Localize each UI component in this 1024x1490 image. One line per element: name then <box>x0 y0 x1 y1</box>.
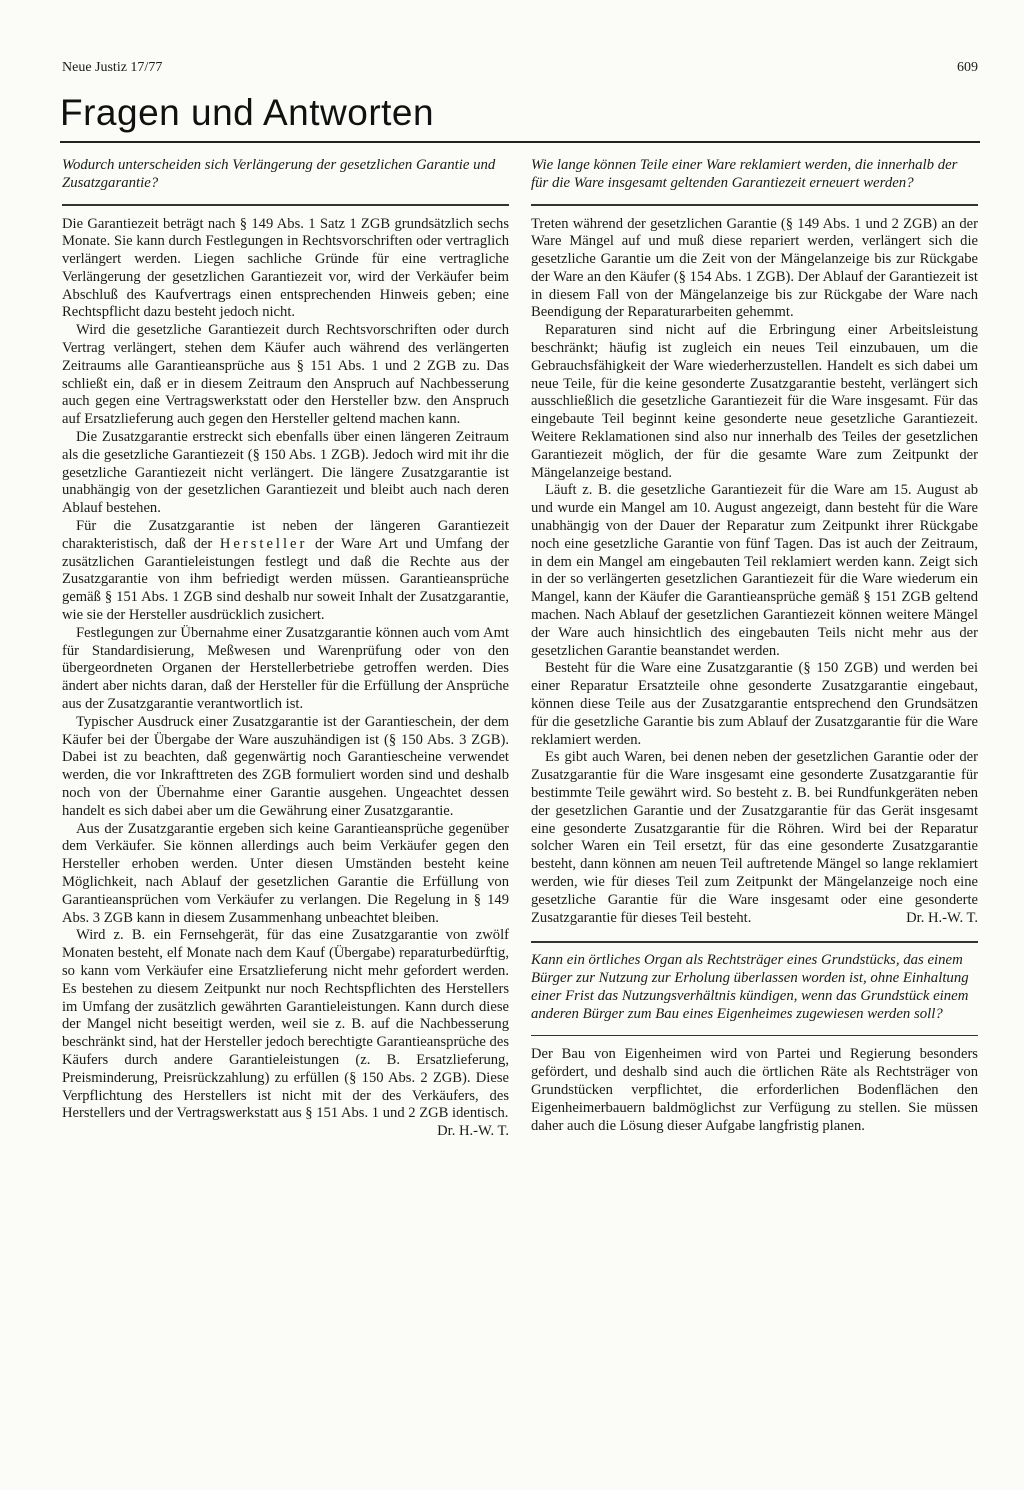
article1-paragraph-2: Wird die gesetzliche Garantiezeit durch Rechtsvorschriften oder durch Vertrag verlängert, stehen dem Käufer auch während des verlängerten Zeitraums alle Garantieansprüche aus § 151 Abs. 1 und 2 ZGB zu. Das schließt ein, daß er in diesem Zeitraum den Anspruch auf Nachbesserung auch gegen eine Vertragswerkstatt oder den Hersteller bzw. den Anspruch auf Ersatzlieferung auch gegen den Hersteller geltend machen kann. <box>62 322 509 428</box>
running-head <box>62 60 978 82</box>
article1-paragraph-6: Typischer Ausdruck einer Zusatzgarantie ist der Garantieschein, der dem Käufer bei der Übergabe der Ware auszuhändigen ist (§ 150 Abs. 3 ZGB). Dabei ist zu beachten, daß gegenwärtig noch Garantiescheine verwendet werden, die vor Inkrafttreten des ZGB formuliert worden sind und deshalb noch von der Übernahme einer Garantie ausgehen. Ungeachtet dessen handelt es sich dabei aber um die Gewährung einer Zusatzgarantie. <box>62 713 509 819</box>
article1-question-rule <box>62 204 509 206</box>
article3-question: Kann ein örtliches Organ als Rechtsträger eines Grundstücks, das einem Bürger zur Nutzung zur Erholung überlassen worden ist, ohne Einhaltung einer Frist das Nutzungsverhältnis kündigen, wenn das Grundstück einem anderen Bürger zum Bau eines Eigenheimes zugewiesen werden soll? <box>531 951 969 1022</box>
article1-question: Wodurch unterscheiden sich Verlängerung der gesetzlichen Garantie und Zusatzgarantie? <box>62 157 496 191</box>
article3-top-rule <box>531 941 978 943</box>
left-column <box>62 156 509 1141</box>
article2-paragraph-4: Besteht für die Ware eine Zusatzgarantie (§ 150 ZGB) und werden bei einer Reparatur Ersatzteile ohne gesonderte Zusatzgarantie eingebaut, können diese Teile aus der Zusatzgarantie entsprechend den Grundsätzen für die gesetzliche Garantie bis zum Ablauf der Zusatzgarantie für die Ware reklamiert werden. <box>531 660 978 748</box>
article1-emphasis-hersteller: Hersteller <box>219 535 308 552</box>
article2-question: Wie lange können Teile einer Ware reklamiert werden, die innerhalb der für die Ware insgesamt geltenden Garantiezeit erneuert werden? <box>531 157 958 191</box>
article1-paragraph-4-end: der Ware Art und Umfang der zusätzlichen Garantieleistungen festlegt und daß die Rechte aus der Zusatzgarantie von ihm befriedigt werden müssen. Garantieansprüche gemäß § 151 Abs. 1 ZGB sind deshalb nur soweit Inhalt der Zusatzgarantie, wie sie der Hersteller ausdrücklich zusichert. <box>62 535 509 624</box>
article2-paragraph-3: Läuft z. B. die gesetzliche Garantiezeit für die Ware am 15. August ab und wurde ein Mangel am 10. August angezeigt, dann besteht für die Ware unabhängig von der Dauer der Reparatur zum Zeitpunkt ihrer Rückgabe noch eine gesetzliche Garantie von fünf Tagen. Das ist auch der Zeitraum, in dem ein Mangel am eingebauten Teil reklamiert werden kann. Zeigt sich in der so verlängerten gesetzlichen Garantiezeit für die Ware wiederum ein Mangel, kann der Käufer die Garantieansprüche gemäß § 151 ZGB geltend machen. Nach Ablauf der gesetzlichen Garantiezeit können weitere Mängel der Ware auch hinsichtlich des eingebauten Teils nicht mehr aus der gesetzlichen Garantie beanstandet werden. <box>531 482 978 659</box>
article3-paragraph-1: Der Bau von Eigenheimen wird von Partei und Regierung besonders gefördert, und deshalb sind auch die örtlichen Räte als Rechtsträger von Grundstücken verpflichtet, die erforderlichen Bodenflächen den Eigenheimerbauern baldmöglichst zur Verfügung zu stellen. Sie müssen daher auch die Lösung dieser Aufgabe langfristig planen. <box>531 1046 978 1134</box>
page-number: 609 <box>957 60 978 75</box>
article2-paragraph-5 <box>531 749 978 927</box>
article2-question-rule <box>531 204 978 206</box>
right-column <box>531 156 978 1135</box>
article2-signature: Dr. H.-W. T. <box>906 909 978 926</box>
article1-signature: Dr. H.-W. T. <box>437 1123 509 1140</box>
article1-paragraph-5: Festlegungen zur Übernahme einer Zusatzgarantie können auch vom Amt für Standardisierung, Meßwesen und Warenprüfung oder von den übergeordneten Organen der Herstellerbetriebe getroffen werden. Dies ändert aber nichts daran, daß der Hersteller für die Erfüllung der Ansprüche aus der Zusatzgarantie verantwortlich ist. <box>62 624 509 713</box>
title-rule <box>60 141 980 143</box>
article1-paragraph-7: Aus der Zusatzgarantie ergeben sich keine Garantieansprüche gegenüber dem Verkäufer. Sie können allerdings auch beim Verkäufer gegen den Hersteller erhoben werden. Unter diesen Umständen besteht keine Möglichkeit, nach Ablauf der gesetzlichen Garantie die Erfüllung von Garantieansprüchen vom Verkäufer zu verlangen. Die Regelung in § 149 Abs. 3 ZGB kann in diesem Zusammenhang unbeachtet bleiben. <box>62 820 509 926</box>
section-title: Fragen und Antworten <box>60 92 435 133</box>
article2-paragraph-2: Reparaturen sind nicht auf die Erbringung einer Arbeitsleistung beschränkt; häufig ist zugleich ein neues Teil einzubauen, um die Gebrauchsfähigkeit der Ware wiederherzustellen. Handelt es sich dabei um neue Teile, für die keine gesonderte Zusatzgarantie besteht, verlängert sich ausschließlich die gesetzliche Garantiezeit für die Ware insgesamt. Für das eingebaute Teil beginnt keine gesonderte neue gesetzliche Garantiezeit. Weitere Reklamationen sind also nur innerhalb des Teiles der gesetzlichen Garantiezeit möglich, der für die gesamte Ware zum Zeitpunkt der Mängelanzeige bestand. <box>531 322 978 481</box>
article1-paragraph-3: Die Zusatzgarantie erstreckt sich ebenfalls über einen längeren Zeitraum als die gesetzliche Garantiezeit (§ 150 Abs. 1 ZGB). Jedoch wird mit ihr die gesetzliche Garantiezeit nicht verlängert. Die längere Zusatzgarantie ist unabhängig von der gesetzlichen Garantiezeit und bleibt auch nach deren Ablauf bestehen. <box>62 429 509 517</box>
article3-question-rule <box>531 1035 978 1037</box>
article1-paragraph-8 <box>62 927 509 1140</box>
article2-paragraph-5-text: Es gibt auch Waren, bei denen neben der gesetzlichen Garantie oder der Zusatzgarantie für die Ware insgesamt eine gesonderte Zusatzgarantie für bestimmte Teile gewährt wird. So besteht z. B. bei Rundfunkgeräten neben der gesetzlichen Garantie und der Zusatzgarantie für das Gerät insgesamt eine gesonderte Zusatzgarantie für die Röhren. Wird bei der Reparatur solcher Waren ein Teil ersetzt, für das eine gesonderte Zusatzgarantie besteht, dann können am neuen Teil auftretende Mängel so lange reklamiert werden, wie für dieses Teil zum Zeitpunkt der Mängelanzeige noch eine gesetzliche Garantie für die Ware insgesamt oder eine gesonderte Zusatzgarantie für dieses Teil besteht. <box>531 749 978 926</box>
article1-paragraph-1: Die Garantiezeit beträgt nach § 149 Abs. 1 Satz 1 ZGB grundsätzlich sechs Monate. Sie kann durch Festlegungen in Rechtsvorschriften oder vertraglich verlängert werden. Liegen sachliche Gründe für eine vertragliche Verlängerung der gesetzlichen Garantiezeit vor, wird der Verkäufer beim Abschluß des Kaufvertrags einen entsprechenden Hinweis geben; eine Rechtspflicht dazu besteht jedoch nicht. <box>62 215 509 321</box>
journal-issue: Neue Justiz 17/77 <box>62 60 163 75</box>
article1-paragraph-4 <box>62 518 509 625</box>
article1-paragraph-8-text: Wird z. B. ein Fernsehgerät, für das eine Zusatzgarantie von zwölf Monaten besteht, elf Monate nach dem Kauf (Übergabe) reparaturbedürftig, so kann vom Verkäufer eine Ersatzlieferung nicht mehr gefordert werden. Es bestehen zu diesem Zeitpunkt nur noch Rechtspflichten des Herstellers im Umfang der zusätzlich gewährten Garantieleistungen. Kann durch diese der Mangel nicht beseitigt werden, weil sie z. B. auf die Nachbesserung beschränkt sind, hat der Hersteller jedoch berechtigte Garantieansprüche des Käufers durch andere Garantieleistungen (z. B. Ersatzlieferung, Preisminderung, Preisrückzahlung) zu erfüllen (§ 150 Abs. 2 ZGB). Diese Verpflichtung des Herstellers ist nicht mit der des Verkäufers, des Herstellers und der Vertragswerkstatt aus § 151 Abs. 1 und 2 ZGB identisch. <box>62 927 509 1122</box>
article1-paragraph-4-start: Für die Zusatzgarantie ist neben der längeren Garantiezeit charakteristisch, daß der <box>62 518 509 552</box>
article2-paragraph-1: Treten während der gesetzlichen Garantie (§ 149 Abs. 1 und 2 ZGB) an der Ware Mängel auf und muß diese repariert werden, verlängert sich die gesetzliche Garantie um die Zeit von der Mängelanzeige bis zur Rückgabe der Ware an den Käufer (§ 154 Abs. 1 ZGB). Der Ablauf der Garantiezeit ist in diesem Fall von der Mängelanzeige bis zur Rückgabe der Ware nach Beendigung der Reparaturarbeiten gehemmt. <box>531 215 978 321</box>
